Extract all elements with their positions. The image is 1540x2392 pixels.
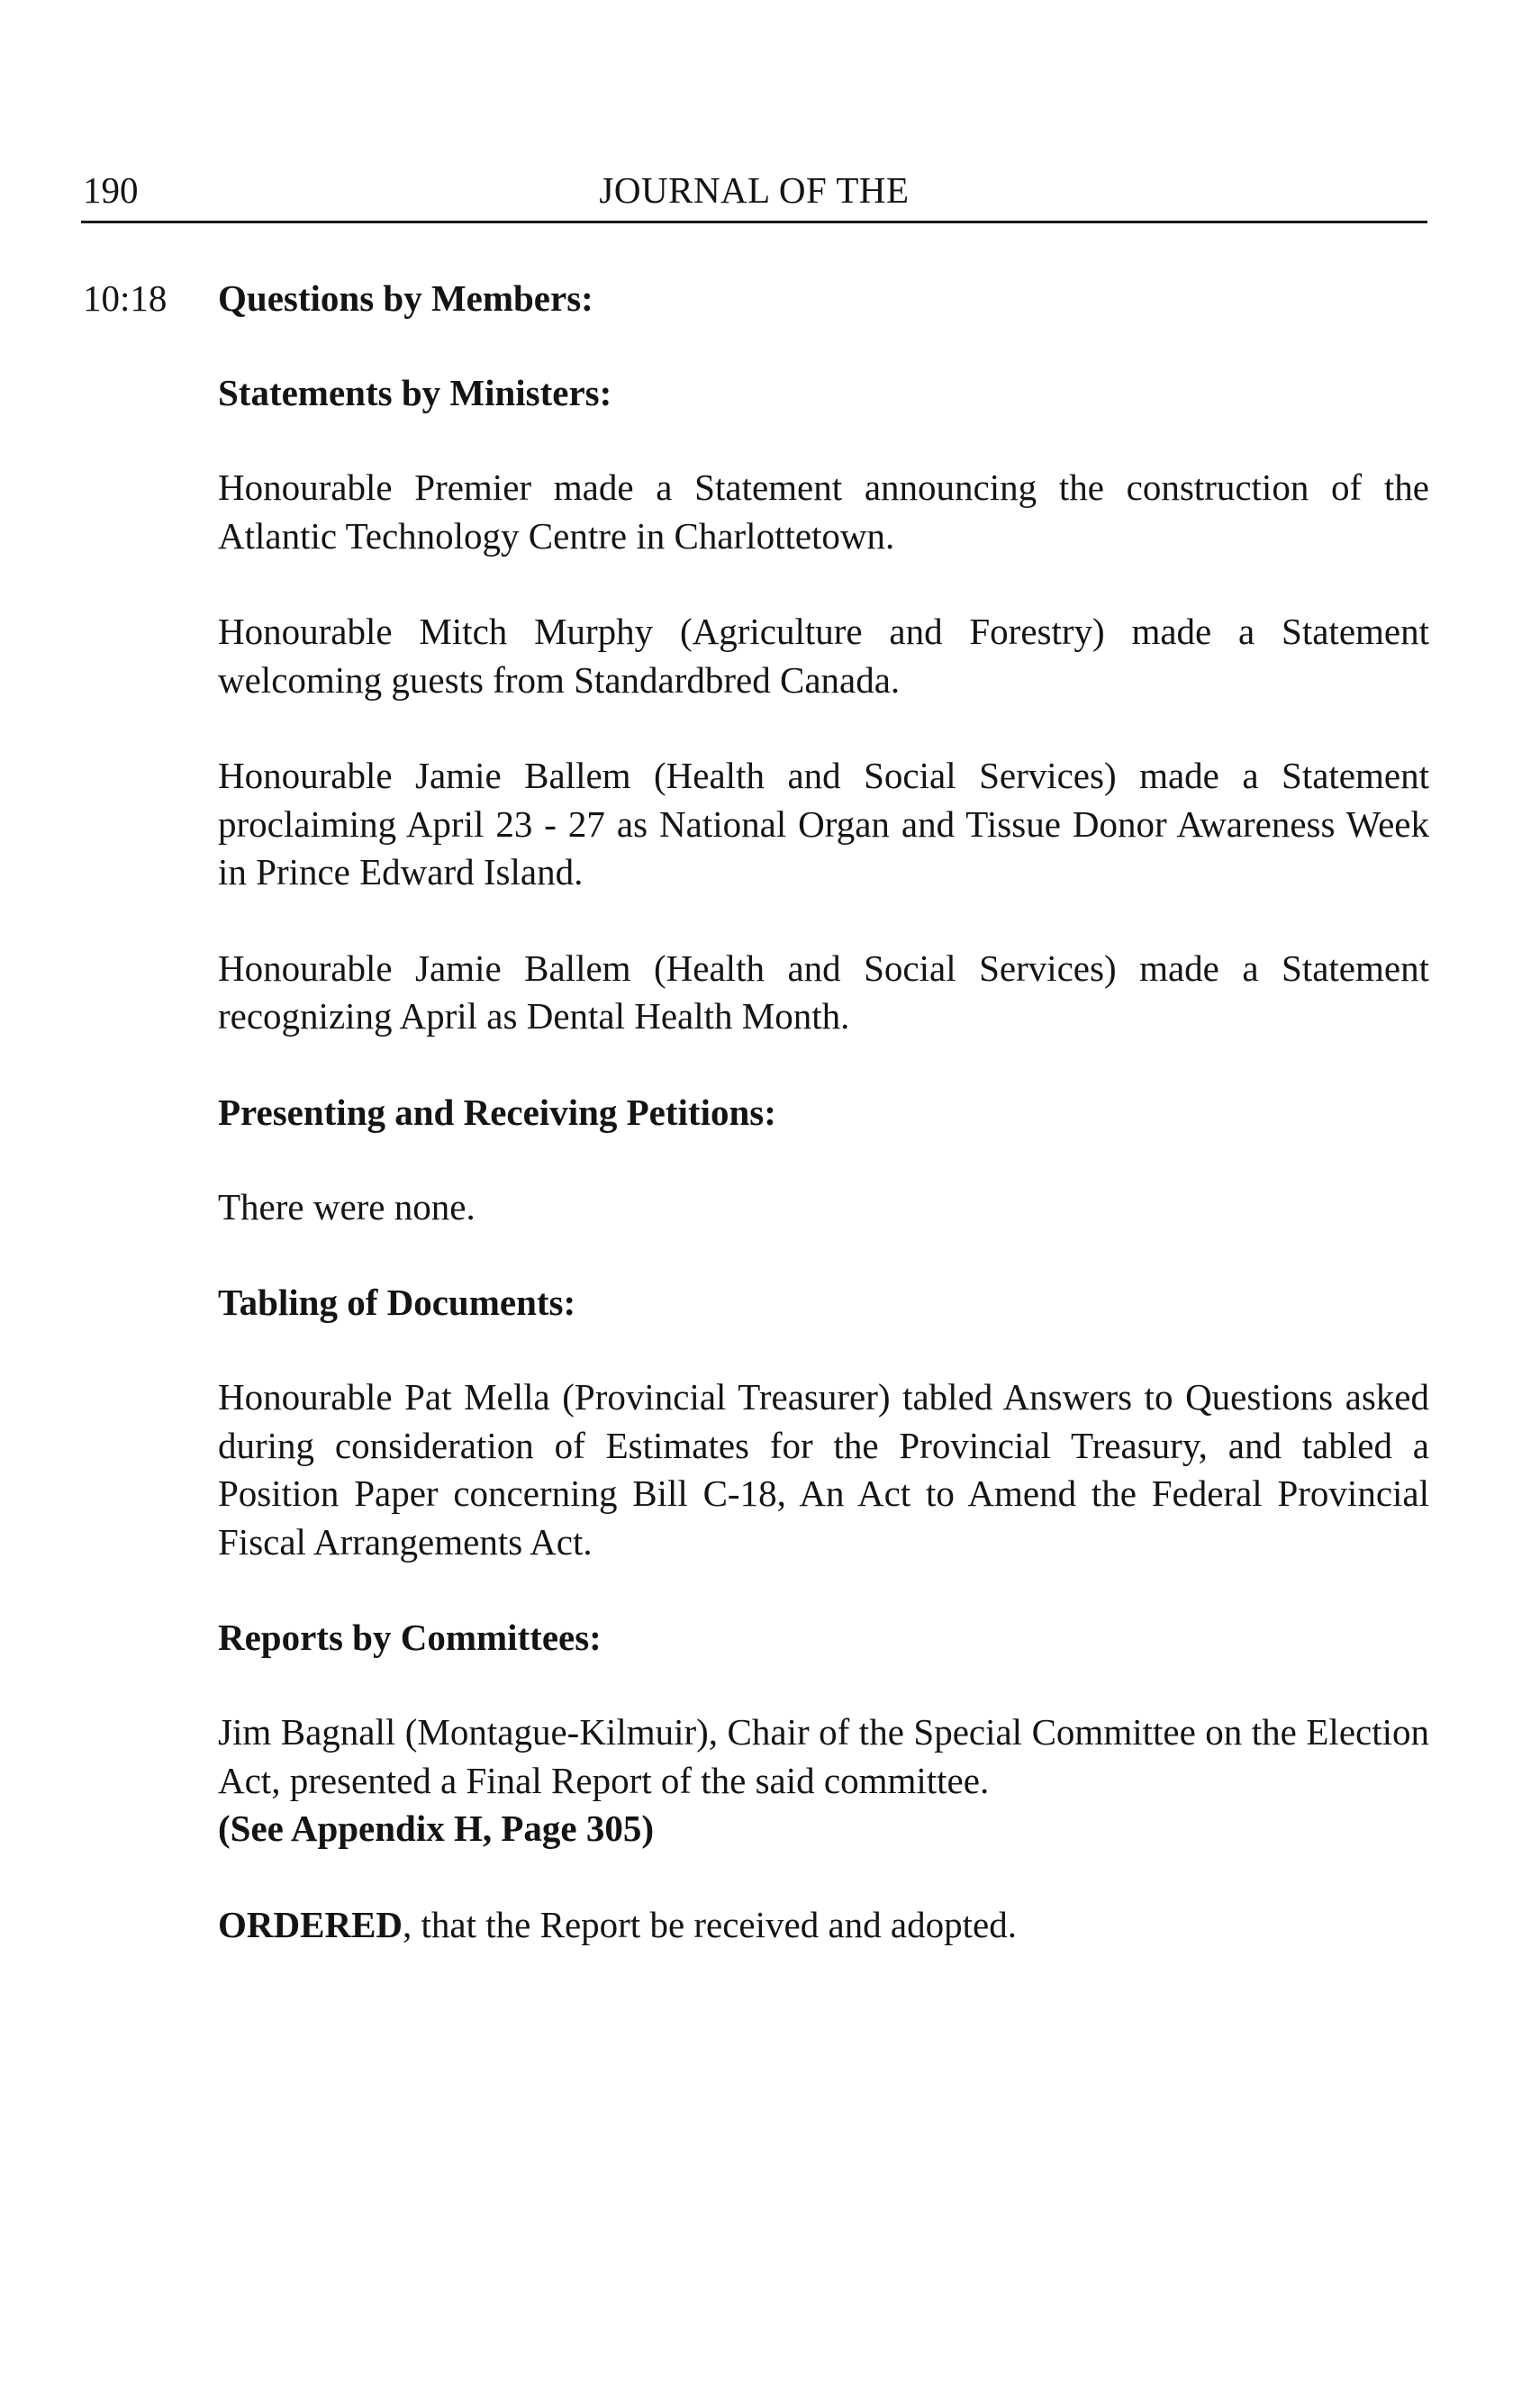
page-header (81, 167, 1427, 223)
reports-text: Jim Bagnall (Montague-Kilmuir), Chair of the Special Committee on the Election Act, presented a Final Report of the said committee. (218, 1711, 1429, 1801)
page-number: 190 (83, 169, 139, 211)
running-head: JOURNAL OF THE (599, 169, 910, 211)
petitions-text: There were none. (218, 1185, 476, 1228)
time-stamp: 10:18 (83, 277, 168, 319)
statements-heading: Statements by Ministers: (218, 372, 612, 413)
ordered-statement (218, 1901, 1429, 1950)
petitions-heading: Presenting and Receiving Petitions: (218, 1091, 776, 1133)
statement-paragraph: Honourable Jamie Ballem (Health and Social Services) made a Statement recognizing April as Dental Health Month. (218, 947, 1429, 1037)
statement-paragraph: Honourable Mitch Murphy (Agriculture and Forestry) made a Statement welcoming guests from Standardbred Canada. (218, 611, 1429, 701)
reports-heading: Reports by Committees: (218, 1617, 602, 1658)
tabling-text: Honourable Pat Mella (Provincial Treasurer) tabled Answers to Questions asked during consideration of Estimates for the Provincial Treasury, and tabled a Position Paper concerning Bill C-18, An Act to Amend the Federal Provincial Fiscal Arrangements Act. (218, 1376, 1429, 1563)
statement-paragraph: Honourable Premier made a Statement announcing the construction of the Atlantic Technology Centre in Charlottetown. (218, 467, 1429, 557)
ordered-rest: , that the Report be received and adopted. (403, 1903, 1017, 1945)
appendix-reference: (See Appendix H, Page 305) (218, 1808, 655, 1849)
statement-paragraph: Honourable Jamie Ballem (Health and Social Services) made a Statement proclaiming April 23 - 27 as National Organ and Tissue Donor Awareness Week in Prince Edward Island. (218, 755, 1429, 892)
journal-body (218, 275, 1429, 1949)
tabling-heading: Tabling of Documents: (218, 1282, 576, 1323)
questions-heading: Questions by Members: (218, 277, 593, 319)
ordered-word: ORDERED (218, 1903, 403, 1945)
